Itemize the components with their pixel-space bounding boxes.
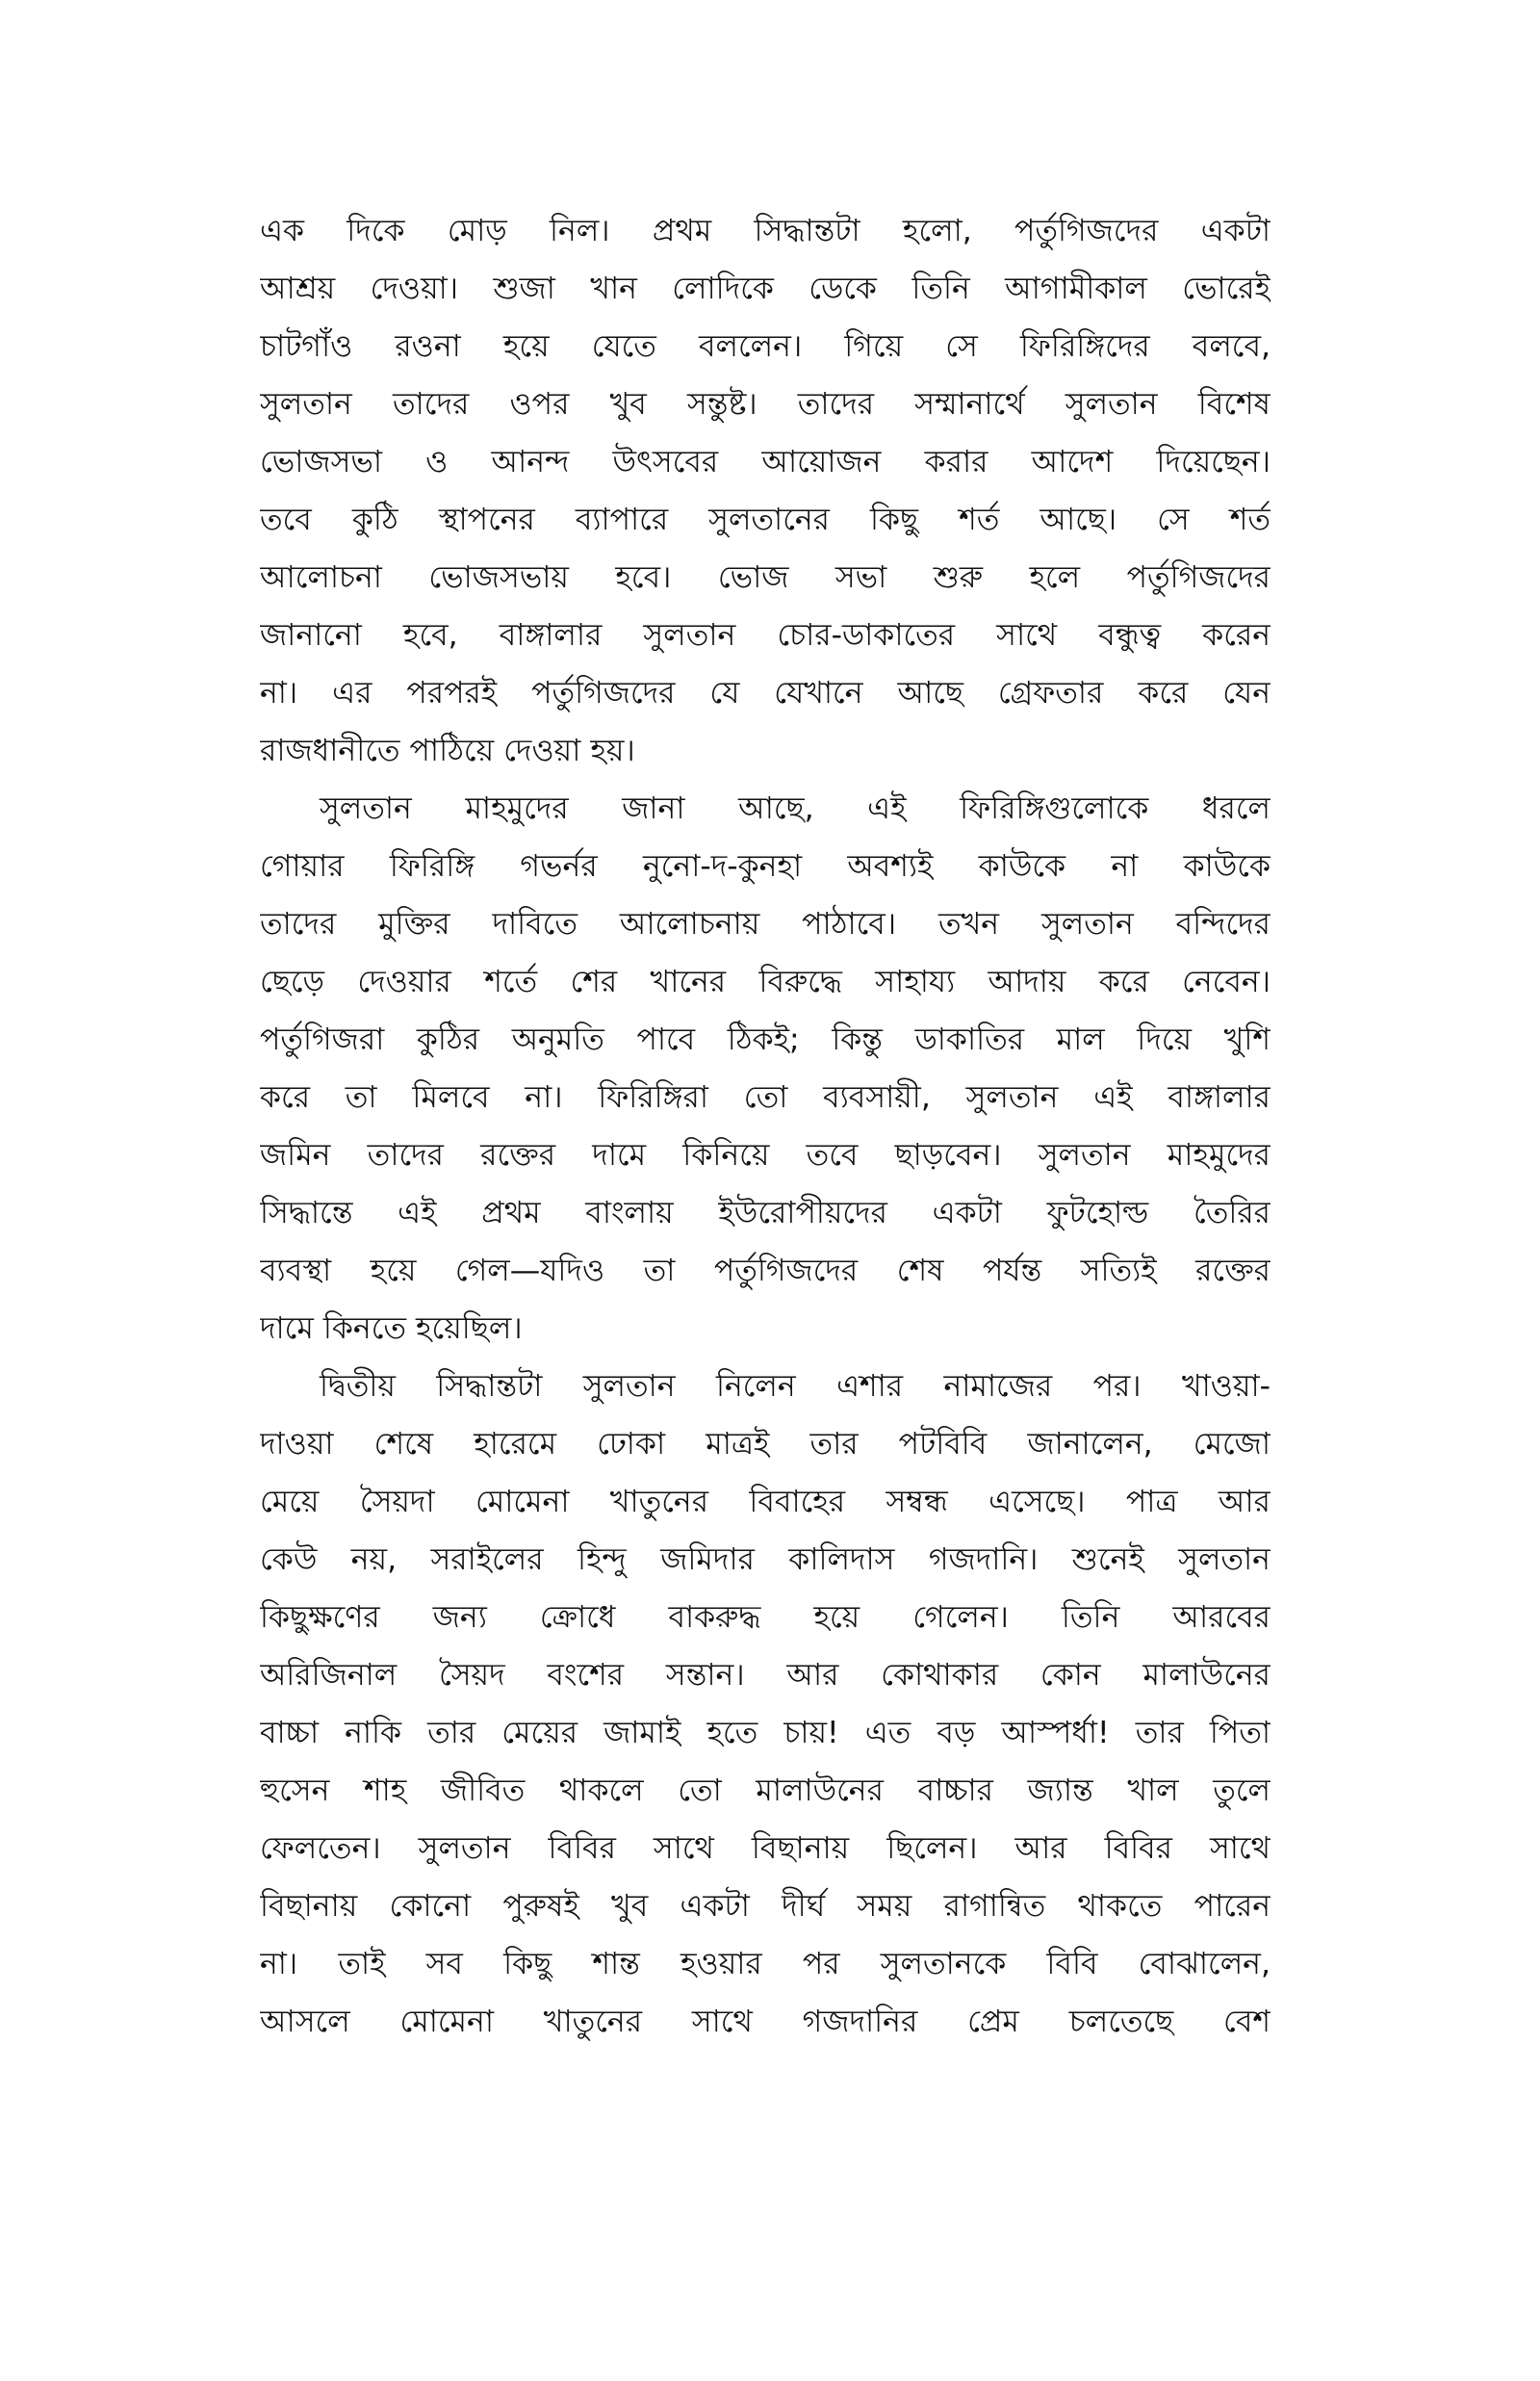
text-line: দাওয়া শেষে হারেমে ঢোকা মাত্রই তার পটবিবি জানালেন, মেজো xyxy=(260,1427,1270,1462)
text-line: দ্বিতীয় সিদ্ধান্তটা সুলতান নিলেন এশার নামাজের পর। খাওয়া- xyxy=(320,1369,1270,1404)
paragraph-2 xyxy=(260,780,1270,1358)
text-line: অরিজিনাল সৈয়দ বংশের সন্তান। আর কোথাকার কোন মালাউনের xyxy=(260,1658,1270,1693)
text-line: করে তা মিলবে না। ফিরিঙ্গিরা তো ব্যবসায়ী, সুলতান এই বাঙ্গালার xyxy=(260,1080,1270,1115)
text-line: কেউ নয়, সরাইলের হিন্দু জমিদার কালিদাস গজদানি। শুনেই সুলতান xyxy=(260,1542,1270,1577)
text-line: সিদ্ধান্তে এই প্রথম বাংলায় ইউরোপীয়দের একটা ফুটহোল্ড তৈরির xyxy=(260,1196,1270,1230)
text-line: তাদের মুক্তির দাবিতে আলোচনায় পাঠাবে। তখন সুলতান বন্দিদের xyxy=(260,907,1270,942)
text-line: ফেলতেন। সুলতান বিবির সাথে বিছানায় ছিলেন। আর বিবির সাথে xyxy=(260,1831,1270,1866)
text-line: ভোজসভা ও আনন্দ উৎসবের আয়োজন করার আদেশ দিয়েছেন। xyxy=(260,445,1270,479)
text-line: আশ্রয় দেওয়া। শুজা খান লোদিকে ডেকে তিনি আগামীকাল ভোরেই xyxy=(260,272,1270,306)
paragraph-3 xyxy=(260,1358,1270,2051)
text-line: সুলতান মাহমুদের জানা আছে, এই ফিরিঙ্গিগুলোকে ধরলে xyxy=(320,791,1270,826)
page-body xyxy=(260,202,1270,2051)
text-line: পর্তুগিজরা কুঠির অনুমতি পাবে ঠিকই; কিন্তু ডাকাতির মাল দিয়ে খুশি xyxy=(260,1022,1270,1057)
text-line: এক দিকে মোড় নিল। প্রথম সিদ্ধান্তটা হলো, পর্তুগিজদের একটা xyxy=(260,214,1270,248)
text-line: না। এর পরপরই পর্তুগিজদের যে যেখানে আছে গ্রেফতার করে যেন xyxy=(260,676,1270,711)
text-line: জানানো হবে, বাঙ্গালার সুলতান চোর-ডাকাতের সাথে বন্ধুত্ব করেন xyxy=(260,618,1270,653)
text-line: কিছুক্ষণের জন্য ক্রোধে বাকরুদ্ধ হয়ে গেলেন। তিনি আরবের xyxy=(260,1600,1270,1635)
text-line: গোয়ার ফিরিঙ্গি গভর্নর নুনো-দ-কুনহা অবশ্যই কাউকে না কাউকে xyxy=(260,849,1270,884)
text-line: বিছানায় কোনো পুরুষই খুব একটা দীর্ঘ সময় রাগান্বিত থাকতে পারেন xyxy=(260,1889,1270,1924)
text-line: বাচ্চা নাকি তার মেয়ের জামাই হতে চায়! এত বড় আস্পর্ধা! তার পিতা xyxy=(260,1716,1270,1750)
text-line: দামে কিনতে হয়েছিল। xyxy=(260,1311,523,1346)
text-line: ব্যবস্থা হয়ে গেল—যদিও তা পর্তুগিজদের শেষ পর্যন্ত সত্যিই রক্তের xyxy=(260,1254,1270,1288)
text-line: ছেড়ে দেওয়ার শর্তে শের খানের বিরুদ্ধে সাহায্য আদায় করে নেবেন। xyxy=(260,965,1270,999)
text-line: রাজধানীতে পাঠিয়ে দেওয়া হয়। xyxy=(260,734,635,768)
text-line: চাটগাঁও রওনা হয়ে যেতে বললেন। গিয়ে সে ফিরিঙ্গিদের বলবে, xyxy=(260,329,1270,364)
text-line: জমিন তাদের রক্তের দামে কিনিয়ে তবে ছাড়বেন। সুলতান মাহমুদের xyxy=(260,1138,1270,1173)
paragraph-1 xyxy=(260,202,1270,780)
text-line: তবে কুঠি স্থাপনের ব্যাপারে সুলতানের কিছু শর্ত আছে। সে শর্ত xyxy=(260,503,1270,537)
text-line: আলোচনা ভোজসভায় হবে। ভোজ সভা শুরু হলে পর্তুগিজদের xyxy=(260,560,1270,595)
text-line: না। তাই সব কিছু শান্ত হওয়ার পর সুলতানকে বিবি বোঝালেন, xyxy=(260,1947,1270,1981)
text-line: সুলতান তাদের ওপর খুব সন্তুষ্ট। তাদের সম্মানার্থে সুলতান বিশেষ xyxy=(260,387,1270,422)
text-line: হুসেন শাহ জীবিত থাকলে তো মালাউনের বাচ্চার জ্যান্ত খাল তুলে xyxy=(260,1773,1270,1808)
text-line: আসলে মোমেনা খাতুনের সাথে গজদানির প্রেম চলতেছে বেশ xyxy=(260,2005,1270,2039)
text-line: মেয়ে সৈয়দা মোমেনা খাতুনের বিবাহের সম্বন্ধ এসেছে। পাত্র আর xyxy=(260,1485,1270,1519)
